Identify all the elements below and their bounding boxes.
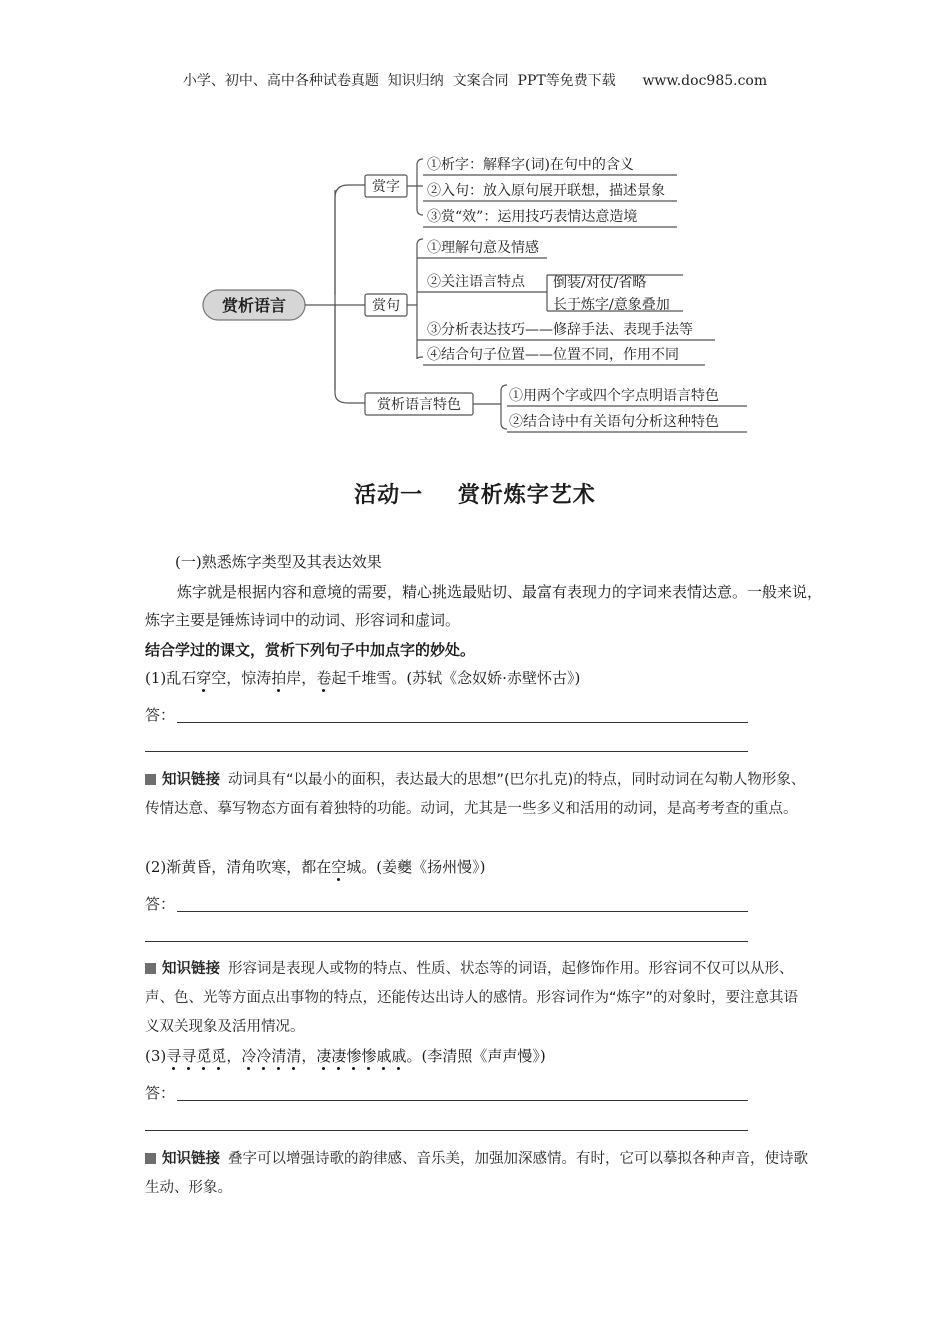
mindmap-item: ③分析表达技巧——修辞手法、表现手法等 xyxy=(427,322,693,338)
mindmap-item: ②入句：放入原句展开联想，描述景象 xyxy=(427,183,665,199)
question-text: (2)渐黄昏，清角吹寒，都在 xyxy=(145,858,332,876)
answer-label: 答： xyxy=(145,895,176,913)
question-3 xyxy=(145,1042,825,1070)
page-header: 小学、初中、高中各种试卷真题 知识归纳 文案合同 PPT等免费下载 www.doc985.com xyxy=(182,73,768,89)
emphasized-char: 清 xyxy=(271,1047,287,1065)
question-text: (1)乱石 xyxy=(145,669,197,687)
mindmap-subitem: 长于炼字/意象叠加 xyxy=(553,297,670,313)
question-text: 空，惊涛 xyxy=(211,669,272,687)
mind-map xyxy=(195,145,755,435)
answer-line[interactable] xyxy=(145,941,748,942)
question-2 xyxy=(145,853,825,881)
square-icon xyxy=(145,1153,156,1164)
section-heading: (一)熟悉炼字类型及其表达效果 xyxy=(175,553,382,571)
mindmap-item: ①理解句意及情感 xyxy=(427,240,539,256)
answer-line[interactable] xyxy=(145,751,748,752)
question-text: 起千堆雪。(苏轼《念奴娇·赤壁怀古》) xyxy=(331,669,581,687)
emphasized-char: 惨 xyxy=(346,1047,362,1065)
question-text: 。(李清照《声声慢》) xyxy=(406,1047,546,1065)
emphasized-char: 冷 xyxy=(241,1047,257,1065)
answer-line[interactable] xyxy=(145,1130,748,1131)
mindmap-branch-label: 赏句 xyxy=(372,298,400,314)
intro-paragraph: 炼字就是根据内容和意境的需要，精心挑选最贴切、最富有表现力的字词来表情达意。一般来说，炼字主要是锤炼诗词中的动词、形容词和虚词。 xyxy=(145,583,823,629)
answer-line[interactable] xyxy=(177,1100,748,1101)
question-text: 岸， xyxy=(286,669,317,687)
instruction: 结合学过的课文，赏析下列句子中加点字的妙处。 xyxy=(145,641,476,659)
mindmap-item: ②结合诗中有关语句分析这种特色 xyxy=(509,414,719,430)
emphasized-char: 惨 xyxy=(361,1047,377,1065)
emphasized-char: 凄 xyxy=(331,1047,347,1065)
emphasized-char: 冷 xyxy=(256,1047,272,1065)
activity-title: 活动一 赏析炼字艺术 xyxy=(354,483,596,508)
mindmap-item: ②关注语言特点 xyxy=(427,274,525,290)
knowledge-link-text: 叠字可以增强诗歌的韵律感、音乐美，加强加深感情。有时，它可以摹拟各种声音，使诗歌生动、形象。 xyxy=(145,1151,808,1196)
mindmap-item: ④结合句子位置——位置不同，作用不同 xyxy=(427,347,679,363)
mindmap-subitem: 倒装/对仗/省略 xyxy=(553,275,647,291)
emphasized-char: 寻 xyxy=(166,1047,182,1065)
knowledge-link-text: 动词具有“以最小的面积，表达最大的思想”(巴尔扎克)的特点，同时动词在勾勒人物形象、传情达意、摹写物态方面有着独特的功能。动词，尤其是一些多义和活用的动词，是高考考查的重点。 xyxy=(145,772,806,817)
mindmap-branch-label: 赏析语言特色 xyxy=(377,397,461,413)
question-text: ， xyxy=(301,1047,317,1065)
knowledge-link-badge: 知识链接 xyxy=(145,955,220,984)
emphasized-char: 拍 xyxy=(271,669,287,687)
emphasized-char: 戚 xyxy=(391,1047,407,1065)
emphasized-char: 觅 xyxy=(196,1047,212,1065)
emphasized-char: 清 xyxy=(286,1047,302,1065)
question-text: 城。(姜夔《扬州慢》) xyxy=(346,858,486,876)
mindmap-branch-label: 赏字 xyxy=(372,179,400,195)
mindmap-root-label: 赏析语言 xyxy=(221,296,287,315)
mindmap-item: ①析字：解释字(词)在句中的含义 xyxy=(427,157,634,173)
knowledge-link-text: 形容词是表现人或物的特点、性质、状态等的词语，起修饰作用。形容词不仅可以从形、声、色、光等方面点出事物的特点，还能传达出诗人的感情。形容词作为“炼字”的对象时，要注意其语义双关现象及活用情况。 xyxy=(145,961,799,1035)
square-icon xyxy=(145,774,156,785)
mindmap-item: ③赏“效”：运用技巧表情达意造境 xyxy=(427,209,638,225)
emphasized-char: 卷 xyxy=(316,669,332,687)
answer-label: 答： xyxy=(145,706,176,724)
question-1 xyxy=(145,664,825,692)
knowledge-link-2 xyxy=(145,955,810,1042)
knowledge-link-badge: 知识链接 xyxy=(145,1145,220,1174)
mindmap-item: ①用两个字或四个字点明语言特色 xyxy=(509,388,719,404)
emphasized-char: 穿 xyxy=(196,669,212,687)
emphasized-char: 寻 xyxy=(181,1047,197,1065)
answer-line[interactable] xyxy=(177,911,748,912)
emphasized-char: 凄 xyxy=(316,1047,332,1065)
emphasized-char: 觅 xyxy=(211,1047,227,1065)
knowledge-link-1 xyxy=(145,766,810,824)
emphasized-char: 戚 xyxy=(376,1047,392,1065)
knowledge-link-badge: 知识链接 xyxy=(145,766,220,795)
answer-label: 答： xyxy=(145,1084,176,1102)
question-text: ， xyxy=(226,1047,242,1065)
square-icon xyxy=(145,963,156,974)
emphasized-char: 空 xyxy=(331,858,347,876)
answer-line[interactable] xyxy=(177,722,748,723)
knowledge-link-3 xyxy=(145,1145,810,1203)
question-text: (3) xyxy=(145,1047,167,1065)
